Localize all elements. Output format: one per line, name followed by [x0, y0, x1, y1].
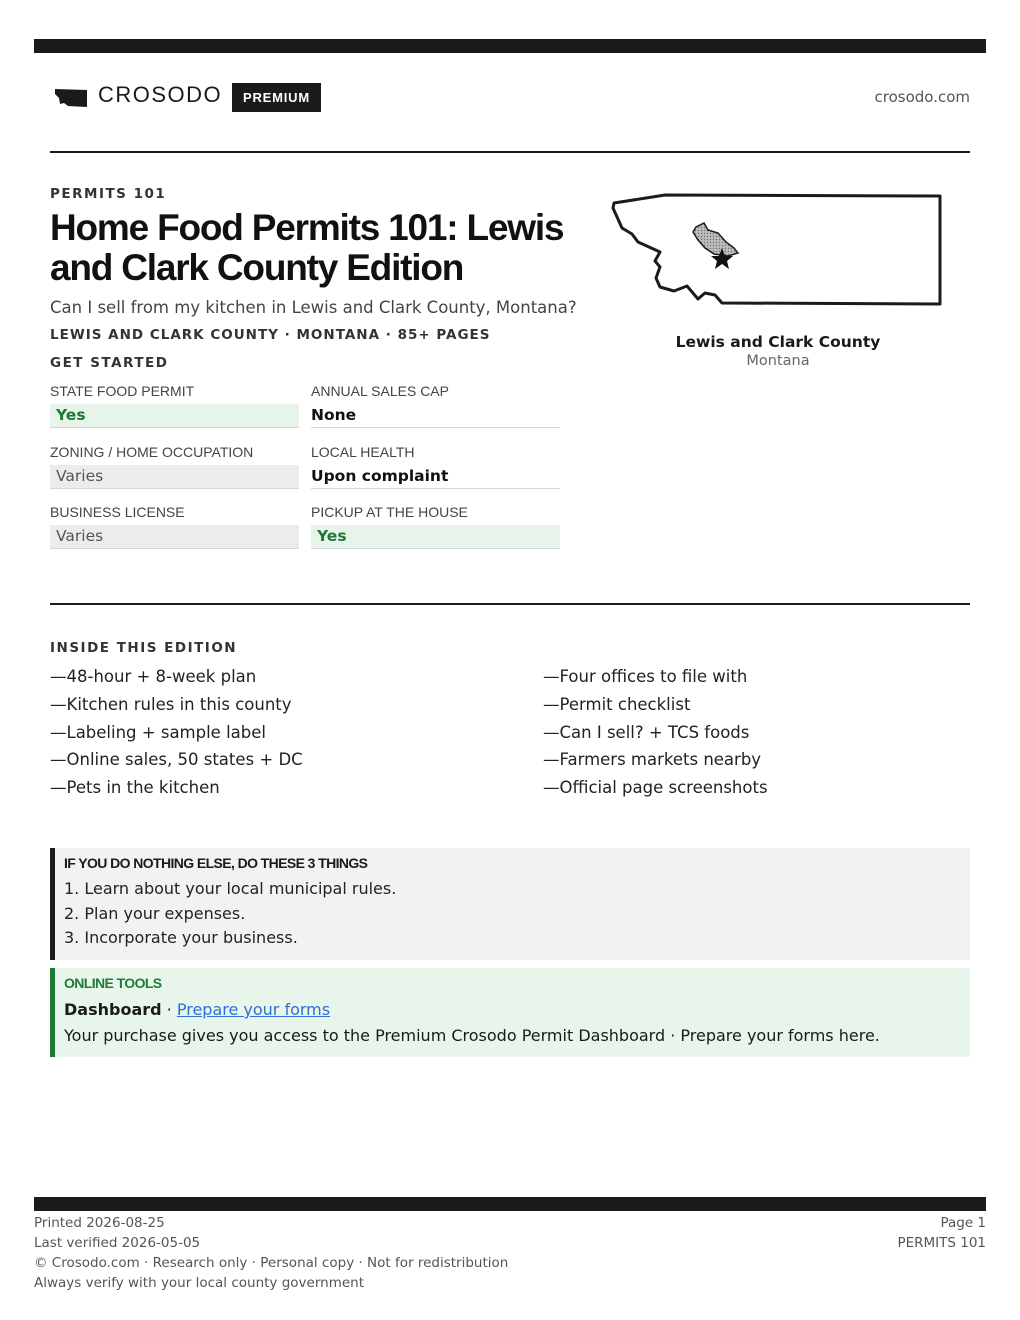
montana-county-map — [610, 190, 946, 308]
separator: · — [161, 1000, 177, 1019]
map-state-name: Montana — [746, 353, 810, 369]
list-item: —48-hour + 8-week plan — [50, 667, 257, 686]
footer-left — [34, 1213, 508, 1293]
page-title: Home Food Permits 101: Lewis and Clark County Edition — [50, 207, 564, 288]
top-rule-bar — [34, 39, 986, 53]
dashboard-label: Dashboard — [64, 1000, 162, 1019]
section-divider — [50, 603, 970, 605]
list-item: —Permit checklist — [543, 694, 691, 714]
list-item: —Labeling + sample label — [50, 722, 266, 742]
list-item: —Can I sell? + TCS foods — [543, 722, 750, 742]
list-item: —Official page screenshots — [543, 778, 768, 798]
callout-steps — [64, 879, 396, 953]
online-tools-box — [50, 968, 970, 1057]
get-started-heading: GET STARTED — [50, 355, 169, 371]
map-caption — [610, 333, 946, 369]
brand-name: CROSODO — [98, 82, 223, 107]
page-number: Page 1 — [940, 1215, 986, 1231]
fact-label: PICKUP AT THE HOUSE — [311, 504, 468, 520]
verified-date: Last verified 2026-05-05 — [34, 1235, 201, 1251]
header-divider — [50, 151, 970, 153]
list-item: —Pets in the kitchen — [50, 778, 220, 798]
fact-label: LOCAL HEALTH — [311, 444, 415, 460]
contents-list-left — [50, 666, 303, 805]
list-item: —Four offices to file with — [543, 667, 748, 686]
dashboard-line — [64, 1000, 330, 1019]
list-item: —Kitchen rules in this county — [50, 694, 292, 714]
tools-description: Your purchase gives you access to the Premium Crosodo Permit Dashboard · Prepare your forms here. — [64, 1026, 880, 1045]
page-header — [50, 80, 970, 114]
fact-annual-sales-cap — [311, 382, 560, 428]
fact-value: Varies — [50, 465, 299, 489]
fact-label: ZONING / HOME OCCUPATION — [50, 444, 254, 460]
edition-meta: LEWIS AND CLARK COUNTY · MONTANA · 85+ PAGES — [50, 327, 491, 343]
fact-value: Yes — [50, 404, 299, 428]
footer-section-name: PERMITS 101 — [897, 1235, 986, 1251]
fact-value: None — [311, 404, 560, 428]
callout-title: IF YOU DO NOTHING ELSE, DO THESE 3 THINGS — [64, 855, 368, 871]
step-item: 1. Learn about your local municipal rules. — [64, 879, 397, 898]
step-item: 3. Incorporate your business. — [64, 928, 298, 947]
contents-list-right — [543, 666, 768, 805]
page-subtitle: Can I sell from my kitchen in Lewis and Clark County, Montana? — [50, 298, 577, 317]
fact-local-health — [311, 443, 560, 489]
fact-business-license — [50, 503, 299, 549]
fact-zoning-home-occupation — [50, 443, 299, 489]
fact-state-food-permit — [50, 382, 299, 428]
fact-value: Yes — [311, 525, 560, 549]
premium-badge: PREMIUM — [232, 83, 321, 112]
section-eyebrow: PERMITS 101 — [50, 186, 167, 202]
list-item: —Farmers markets nearby — [543, 750, 762, 770]
verify-disclaimer: Always verify with your local county government — [34, 1275, 364, 1291]
footer-right — [897, 1213, 986, 1253]
fact-value: Varies — [50, 525, 299, 549]
fact-value: Upon complaint — [311, 465, 560, 489]
bottom-rule-bar — [34, 1197, 986, 1211]
inside-edition-heading: INSIDE THIS EDITION — [50, 640, 238, 656]
fact-label: STATE FOOD PERMIT — [50, 383, 195, 399]
step-item: 2. Plan your expenses. — [64, 903, 246, 923]
map-county-name: Lewis and Clark County — [675, 333, 881, 351]
copyright-notice: © Crosodo.com · Research only · Personal copy · Not for redistribution — [34, 1255, 509, 1271]
fact-label: BUSINESS LICENSE — [50, 504, 185, 520]
prepare-forms-link[interactable]: Prepare your forms — [176, 1000, 331, 1019]
three-things-callout — [50, 848, 970, 960]
site-url[interactable]: crosodo.com — [874, 88, 970, 106]
printed-date: Printed 2026-08-25 — [34, 1215, 165, 1231]
fact-pickup-at-the-house — [311, 503, 560, 549]
montana-outline — [613, 195, 940, 304]
montana-state-icon — [54, 88, 88, 108]
online-tools-title: ONLINE TOOLS — [64, 975, 162, 991]
fact-label: ANNUAL SALES CAP — [311, 383, 449, 399]
list-item: —Online sales, 50 states + DC — [50, 750, 303, 770]
